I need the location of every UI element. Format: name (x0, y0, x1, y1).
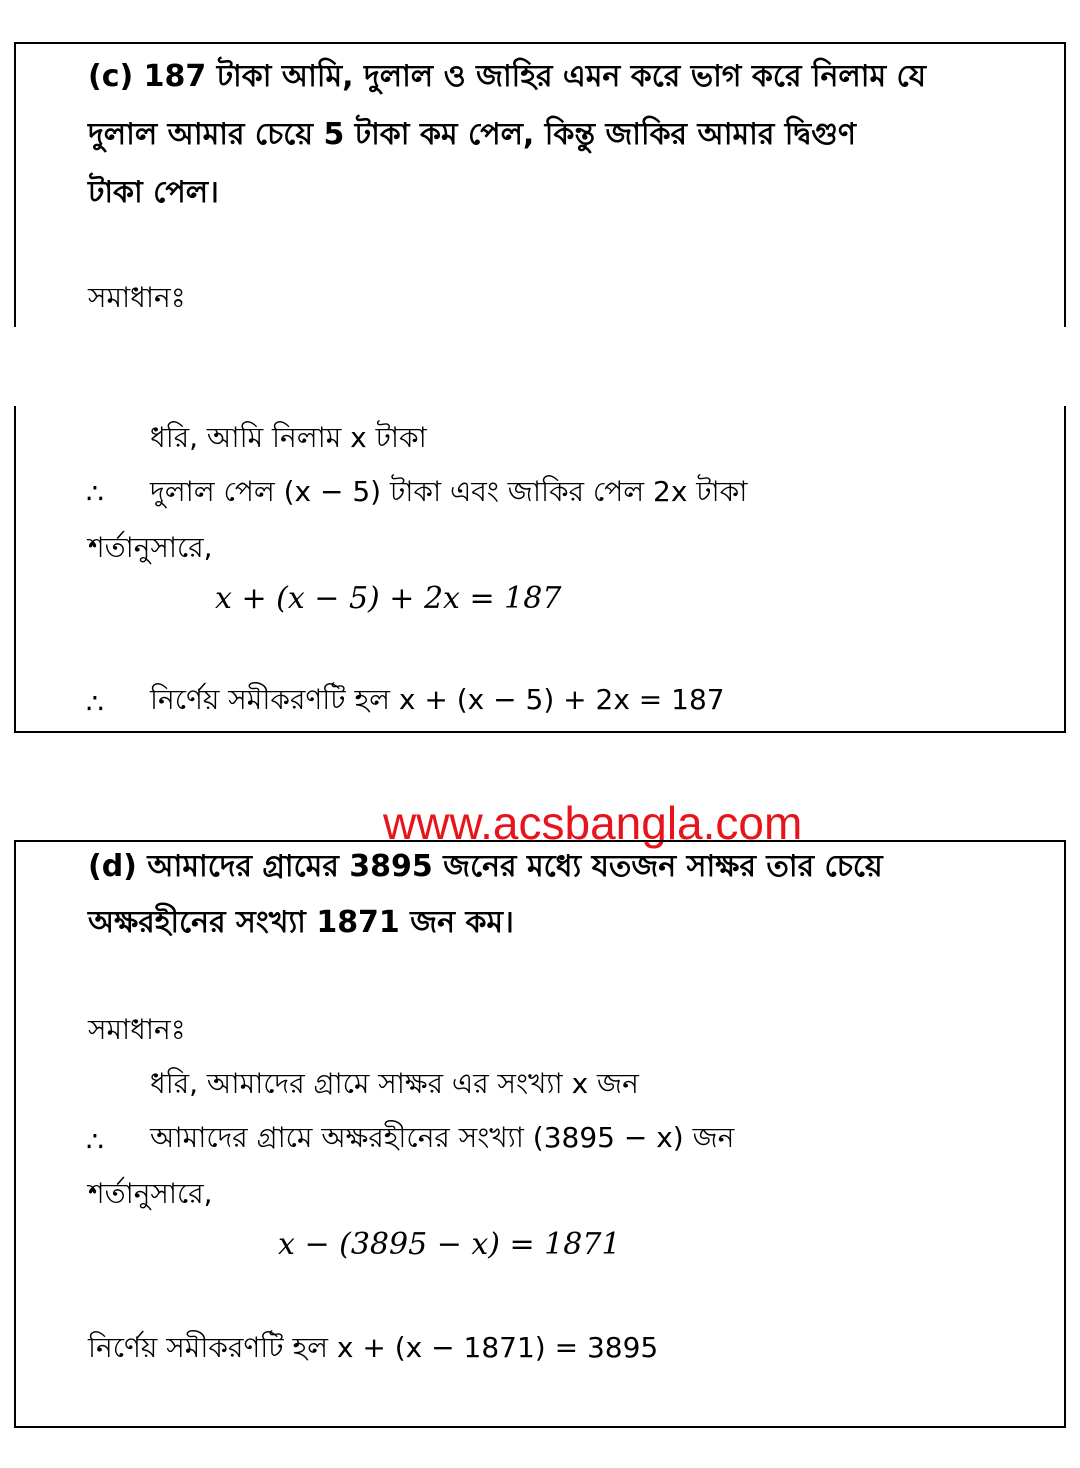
final-line-d: নির্ণেয় সমীকরণটি হল x + (x − 1871) = 3895 (88, 1331, 659, 1364)
equation-c: x + (x − 5) + 2x = 187 (215, 581, 562, 616)
therefore-symbol-c: ∴ (86, 477, 104, 510)
equation-d: x − (3895 − x) = 1871 (278, 1227, 621, 1262)
question-c-line-3: টাকা পেল। (88, 175, 219, 210)
question-c-line-2: দুলাল আমার চেয়ে 5 টাকা কম পেল, কিন্তু জাকির আমার দ্বিগুণ (88, 117, 856, 152)
final-therefore-symbol-c: ∴ (86, 687, 104, 720)
assume-line-c: ধরি, আমি নিলাম x টাকা (150, 421, 427, 454)
solution-label-d: সমাধানঃ (88, 1013, 186, 1046)
therefore-symbol-d: ∴ (86, 1125, 104, 1158)
condition-label-d: শর্তানুসারে, (88, 1177, 213, 1210)
condition-label-c: শর্তানুসারে, (88, 531, 213, 564)
therefore-line-c: দুলাল পেল (x − 5) টাকা এবং জাকির পেল 2x টাকা (150, 475, 748, 508)
question-d-line-2: অক্ষরহীনের সংখ্যা 1871 জন কম। (88, 905, 514, 940)
solution-label-c: সমাধানঃ (88, 281, 186, 314)
question-d-line-1: (d) আমাদের গ্রামের 3895 জনের মধ্যে যতজন সাক্ষর তার চেয়ে (88, 849, 883, 884)
final-line-c: নির্ণেয় সমীকরণটি হল x + (x − 5) + 2x = 187 (150, 683, 725, 716)
therefore-line-d: আমাদের গ্রামে অক্ষরহীনের সংখ্যা (3895 − x) জন (150, 1121, 735, 1154)
watermark-text: www.acsbangla.com (383, 797, 803, 849)
assume-line-d: ধরি, আমাদের গ্রামে সাক্ষর এর সংখ্যা x জন (150, 1067, 639, 1100)
question-c-line-1: (c) 187 টাকা আমি, দুলাল ও জাহির এমন করে ভাগ করে নিলাম যে (88, 59, 927, 94)
